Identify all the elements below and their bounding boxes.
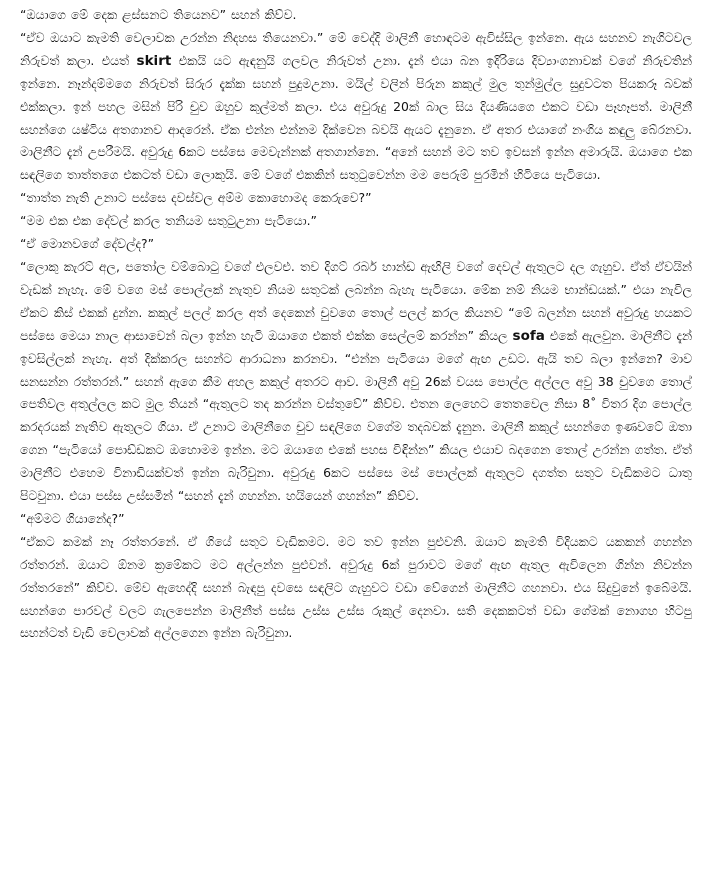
bold-word: skirt	[136, 52, 172, 69]
paragraph-6: “ලොකු කැරට් අල, පතෝල වම්බොටු වගේ එලවළු. තව දිගට් රබර් හාන්ඩ ඇඟිලි වගේ දෙවල් ඇතුලට දල ගැහුව. ඒත් ඒවයින් වැඩක් නැහැ. මේ වගෙ මස් පොල්ලක් නැතුව නියම සතුටක් ලබන්න බැහැ පැටියො. මේක නම් නියම භාන්ඩයක්.” එයා නැවිල ඒකට කිස් එකක් දුන්න. කකුල් පලල් කරල අත් දෙකෙන් චුවගෙ තොල් පලල් කරල කියනව “මේ බලන්න සහන් අවුරුදු හයකට පස්සෙ මෙයා නාල ආසාවෙන් බලා ඉන්න හැටි ඔයාගෙ එකත් එක්ක සෙල්ලම් කරන්න” කියල sofa එකේ ඇලවුන. මාලිනීට දැන් ඉවසිල්ලක් නැහැ. අත් දික්කරල සහන්ට ආරාධනා කරනවා. “එන්න පැටියො මගේ ඇඟ උඩට. ඇයි තව බලා ඉන්නෙ? මාව සනසන්න රත්තරන්.” සහන් ඇගෙ කීම අහල කකුල් අතරට ආව. මාලිනී අවු 26ක් වයස පොල්ල අල්ලල අවු 38 චුවගෙ තොල් පෙතිවල අතුල්ලල කට මුල තියන් “ඇතුලට තද කරන්න වස්තුවේ” කිව්ව. එතන ලෙහෙට තෙතවෙල නිසා 8˚ විතර දිග පොල්ල කරදරයක් නැතිව ඇතුලට ගියා. ඒ උනාට මාලිනීගෙ චුව සඳලිගෙ වගේම තදබවක් දැනුන. මාලිනී කකුල් සහන්ගෙ ඉණවටේ ඔතා ගෙන “පැටියෝ පොඩ්ඩකට ඔහොමම ඉන්න. මට ඔයාගෙ එකේ පහස විඳින්න” කියල එයාව බදගෙන තොල් උරන්න ගත්ත. ඒත් මාලිනීට එහෙම විනාඩියක්වත් ඉන්න බැරිවුනා. අවුරුදු 6කට පස්සෙ මස් පොල්ලක් ඇතුලට දගත්ත සතුට වැඩිකමට ධාතු පිටවුනා. එයා පස්ස උස්සමින් “සහන් දැන් ගහන්න. හයියෙන් ගහන්න” කිව්ව.	[20, 258, 693, 504]
paragraph-1: “ඔයාගෙ මේ දෙක ළස්සනට තියෙනව” සහන් කිව්ව.	[20, 7, 297, 22]
paragraph-5: “ඒ මොනවගේ දේවල්ද?”	[20, 236, 155, 252]
bold-word: sofa	[512, 327, 545, 344]
paragraph-2: “ඒව ඔයාට කැමති වෙලාවක උරන්න නිදහස තියෙනවා.” මේ වෙද්දි මාලිනී හොඳටම ඇවිස්සිල ඉන්නෙ. ඇය සහනව නැගිටවල නිරුවත් කලා. එයත් skirt එකයි යට ඇඳනුයි ගලවල නිරුවත් උනා. දැන් එයා බන ඉදිරියෙ දිව්‍යාංගනාවක් වගේ නිරුවතින් ඉන්නෙ. නෑන්දම්මගෙ නිරුවත් සිරුර දැක්ක සහන් පුදුමඋනා. මයිල් වලින් පිරුන කකුල් මුල තුන්මුල්ල සුදුවටත පියකරූ බවක් එක්කලා. ඉන් පහල මසින් පිරි චුව ඔහුව කුල්මත් කලා. එය අවුරුදු 20ක් බාල සිය දියණියගෙ එකට වඩා පෑහෑපත්. මාලිනී සහන්ගෙ යෂ්ටිය අතගානව ආදරෙන්. ඒක එන්න එන්නම දික්වෙන බවයි ඇයට දැනුනෙ. ඒ අතර එයාගේ නංගිය කඳුලු බේරනවා. මාලිනීට දැන් උපරීමයි. අවුරුදු 6කට පස්සෙ මෙවැන්නක් අතගාන්නෙ. “අනේ සහන් මට තව ඉවසන් ඉන්න අමාරුයි. ඔයාගෙ එක සඳලිගෙ තාත්තගෙ එකටත් වඩා ලොකුයි. මේ වගේ එකකින් සතුටුවෙන්න මම පෙරුම් පුරමින් හිටියෙ පැටියො.	[20, 29, 692, 183]
paragraph-4: “මම එක එක දේවල් කරල තනියම සතුටුඋනා පැටියො.”	[20, 213, 317, 229]
paragraph-8: “ඒකට කමක් නෑ රත්තරනේ. ඒ ගියේ සතුට වැඩිකමට. මට තව ඉන්න පුළුවනි. ඔයාට කැමති විදියකට යකකන් ගහන්න රත්තරන්. ඔයාට ඕනම ක්‍රමේකට මට අල්ලන්න පුළුවන්. අවුරුදු 6ක් පුරාවට මගේ ඇඟ ඇතුල ඇවිලෙන ගින්න නිවන්න රත්තරනේ” කිව්ව. මේව ඇහෙද්දි සහන් බැඳපු දවසෙ සඳලිට ගැහුවට වඩා වේගෙන් මාලිනීට ගහනවා. එය සිදුවුනේ ඉබේමයි. සහන්ගෙ පාරවල් වලට ගැලපෙන්න මාලිනීත් පස්ස උස්ස උස්ස රුකුල් දෙනවා. සති දෙකකටත් වඩා ගේමක් නොගහ හිටපු සහන්ටත් වැඩි වෙලාවක් අල්ලගෙන ඉන්න බැරිවුනා.	[20, 533, 692, 641]
paragraph-3: “තාත්ත නැති උනාට පස්සෙ දවස්වල අම්ම කොහොමද කෙරුවෙ?”	[20, 190, 372, 206]
paragraph-7: “අම්මට ගියානේද?”	[20, 510, 125, 526]
